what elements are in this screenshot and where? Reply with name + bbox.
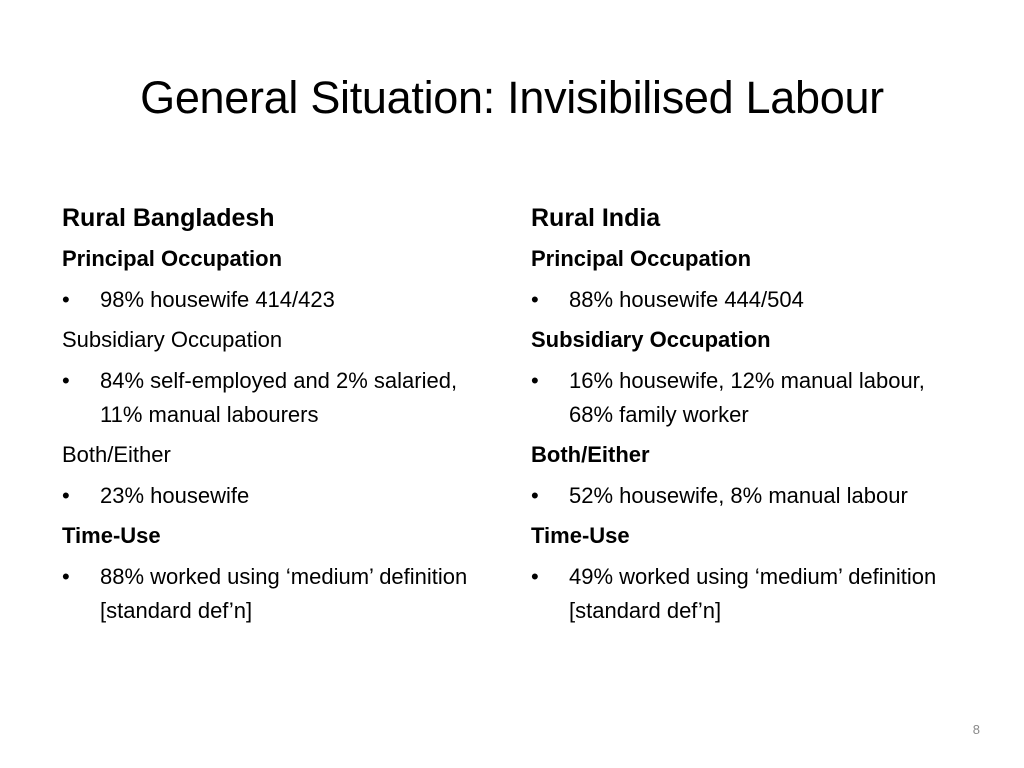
bullet-text: 49% worked using ‘medium’ definition [standard def’n] [569, 564, 937, 623]
section-label-principal-occupation: Principal Occupation [62, 246, 283, 271]
bullet-list [531, 560, 951, 628]
bullet-text: 98% housewife 414/423 [100, 287, 335, 312]
bullet-list [62, 479, 482, 513]
bullet-list [62, 364, 482, 432]
bullet-icon: • [62, 483, 70, 508]
bullet-item [62, 364, 482, 432]
bullet-item [531, 283, 951, 317]
section-label-principal-occupation: Principal Occupation [531, 246, 752, 271]
bullet-icon: • [531, 483, 539, 508]
section-label-time-use: Time-Use [62, 523, 161, 548]
bullet-icon: • [62, 368, 70, 393]
column-heading: Rural India [531, 204, 661, 232]
bullet-icon: • [531, 368, 539, 393]
bullet-text: 52% housewife, 8% manual labour [569, 483, 908, 508]
bullet-list [531, 479, 951, 513]
bullet-list [62, 560, 482, 628]
bullet-item [62, 479, 482, 513]
bullet-icon: • [531, 287, 539, 312]
bullet-icon: • [62, 287, 70, 312]
bullet-icon: • [62, 564, 70, 589]
column-rural-bangladesh [62, 200, 482, 634]
bullet-text: 16% housewife, 12% manual labour, 68% family worker [569, 368, 925, 427]
bullet-icon: • [531, 564, 539, 589]
page-number: 8 [972, 722, 980, 737]
column-heading: Rural Bangladesh [62, 204, 275, 232]
section-label-both-either: Both/Either [531, 442, 650, 467]
bullet-item [62, 283, 482, 317]
bullet-list [531, 283, 951, 317]
bullet-text: 88% worked using ‘medium’ definition [standard def’n] [100, 564, 468, 623]
bullet-text: 88% housewife 444/504 [569, 287, 804, 312]
bullet-item [531, 560, 951, 628]
bullet-list [531, 364, 951, 432]
bullet-text: 23% housewife [100, 483, 250, 508]
bullet-list [62, 283, 482, 317]
section-label-time-use: Time-Use [531, 523, 630, 548]
section-label-subsidiary-occupation: Subsidiary Occupation [62, 327, 283, 352]
section-label-both-either: Both/Either [62, 442, 171, 467]
bullet-text: 84% self-employed and 2% salaried, 11% manual labourers [100, 368, 458, 427]
section-label-subsidiary-occupation: Subsidiary Occupation [531, 327, 771, 352]
bullet-item [62, 560, 482, 628]
bullet-item [531, 364, 951, 432]
slide-title: General Situation: Invisibilised Labour [140, 72, 884, 123]
bullet-item [531, 479, 951, 513]
column-rural-india [531, 200, 951, 634]
